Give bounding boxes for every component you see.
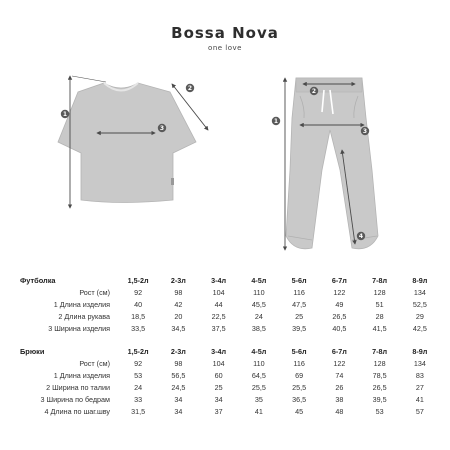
table-cell: 28	[375, 312, 384, 321]
table-cell: 34,5	[171, 324, 186, 333]
size-column-header: 4-5л	[251, 276, 267, 285]
size-column-header: 2-3л	[170, 347, 186, 356]
table-cell: 116	[293, 359, 305, 368]
table-cell: 34	[174, 395, 183, 404]
row-label: 1 Длина изделия	[53, 371, 110, 380]
table-cell: 27	[415, 383, 424, 392]
row-label: 2 Ширина по талии	[46, 383, 110, 392]
size-column-header: 5-6л	[291, 276, 307, 285]
size-column-header: 7-8л	[372, 347, 388, 356]
size-column-header: 6-7л	[331, 347, 347, 356]
table-cell: 29	[415, 312, 424, 321]
tshirt-table-header	[20, 275, 440, 287]
tshirt-size-table	[20, 275, 440, 335]
table-cell: 37	[214, 407, 223, 416]
tshirt-shape	[58, 83, 196, 203]
table-cell: 42	[174, 300, 183, 309]
row-label: Рост (см)	[79, 359, 110, 368]
svg-text:2: 2	[187, 85, 193, 93]
pants-illustration	[272, 78, 378, 250]
table-cell: 24	[134, 383, 143, 392]
table-cell: 122	[333, 288, 346, 297]
table-cell: 47,5	[292, 300, 307, 309]
table-cell: 53	[134, 371, 143, 380]
row-label: 1 Длина изделия	[53, 300, 110, 309]
tshirt-tag	[171, 178, 174, 185]
size-column-header: 8-9л	[412, 347, 428, 356]
row-label: 3 Ширина изделия	[48, 324, 110, 333]
table-cell: 104	[212, 359, 225, 368]
table-cell: 134	[413, 288, 426, 297]
tshirt-table-title: Футболка	[20, 276, 56, 285]
table-cell: 25	[295, 312, 304, 321]
table-cell: 42,5	[412, 324, 427, 333]
table-row	[20, 406, 440, 418]
size-column-header: 5-6л	[291, 347, 307, 356]
table-cell: 53	[375, 407, 384, 416]
table-cell: 36,5	[292, 395, 307, 404]
table-cell: 41	[415, 395, 424, 404]
table-cell: 35	[254, 395, 263, 404]
table-cell: 122	[333, 359, 346, 368]
table-cell: 40	[134, 300, 143, 309]
tshirt-marker-2	[186, 84, 194, 92]
table-cell: 60	[214, 371, 223, 380]
svg-text:1: 1	[273, 118, 279, 126]
table-row	[20, 382, 440, 394]
table-cell: 31,5	[131, 407, 146, 416]
svg-text:4: 4	[358, 233, 364, 241]
table-cell: 26	[335, 383, 344, 392]
pants-table-header	[20, 346, 440, 358]
table-cell: 128	[373, 359, 386, 368]
table-cell: 33	[134, 395, 143, 404]
brand-tagline: one love	[208, 44, 242, 52]
table-cell: 92	[134, 288, 143, 297]
size-column-header: 1,5-2л	[127, 276, 149, 285]
table-cell: 26,5	[372, 383, 387, 392]
table-cell: 45	[295, 407, 304, 416]
tshirt-shoulder-guide	[72, 76, 106, 82]
size-column-header: 2-3л	[170, 276, 186, 285]
table-cell: 18,5	[131, 312, 146, 321]
pants-waistband	[296, 78, 362, 92]
size-column-header: 7-8л	[372, 276, 388, 285]
size-column-header: 3-4л	[211, 276, 227, 285]
table-cell: 24,5	[171, 383, 186, 392]
table-cell: 33,5	[131, 324, 146, 333]
table-row	[20, 287, 440, 299]
svg-text:3: 3	[159, 125, 165, 133]
table-row	[20, 323, 440, 335]
table-cell: 34	[174, 407, 183, 416]
table-cell: 49	[335, 300, 344, 309]
table-cell: 57	[415, 407, 424, 416]
table-cell: 116	[293, 288, 305, 297]
table-cell: 83	[415, 371, 424, 380]
tshirt-marker-1	[61, 110, 69, 118]
table-cell: 25,5	[251, 383, 266, 392]
table-row	[20, 370, 440, 382]
brand-name: Bossa Nova	[171, 24, 279, 42]
tshirt-illustration	[58, 76, 208, 208]
table-cell: 25	[214, 383, 223, 392]
table-row	[20, 299, 440, 311]
table-cell: 41	[254, 407, 263, 416]
table-cell: 39,5	[372, 395, 387, 404]
table-cell: 25,5	[292, 383, 307, 392]
size-column-header: 6-7л	[331, 276, 347, 285]
pants-table-title: Брюки	[20, 347, 45, 356]
table-cell: 26,5	[332, 312, 347, 321]
svg-text:2: 2	[311, 88, 317, 96]
table-cell: 134	[413, 359, 426, 368]
table-cell: 48	[335, 407, 344, 416]
table-cell: 44	[214, 300, 223, 309]
pants-marker-4	[357, 232, 365, 240]
svg-text:3: 3	[362, 128, 368, 136]
table-cell: 128	[373, 288, 386, 297]
table-row	[20, 394, 440, 406]
pants-size-table	[20, 346, 440, 418]
row-label: 4 Длина по шаг.шву	[44, 407, 110, 416]
table-cell: 39,5	[292, 324, 307, 333]
row-label: 2 Длина рукава	[58, 312, 110, 321]
pants-marker-3	[361, 127, 369, 135]
table-cell: 52,5	[412, 300, 427, 309]
table-cell: 38	[335, 395, 344, 404]
table-cell: 22,5	[211, 312, 226, 321]
table-cell: 41,5	[372, 324, 387, 333]
size-column-header: 4-5л	[251, 347, 267, 356]
table-cell: 69	[295, 371, 304, 380]
table-cell: 104	[212, 288, 225, 297]
table-cell: 56,5	[171, 371, 186, 380]
table-cell: 38,5	[251, 324, 266, 333]
table-cell: 51	[375, 300, 384, 309]
table-cell: 40,5	[332, 324, 347, 333]
table-cell: 98	[174, 288, 183, 297]
table-cell: 74	[335, 371, 344, 380]
row-label: Рост (см)	[79, 288, 110, 297]
table-cell: 64,5	[251, 371, 266, 380]
table-cell: 37,5	[211, 324, 226, 333]
size-column-header: 1,5-2л	[127, 347, 149, 356]
tshirt-marker-3	[158, 124, 166, 132]
pants-marker-1	[272, 117, 280, 125]
svg-text:1: 1	[62, 111, 68, 119]
pants-marker-2	[310, 87, 318, 95]
table-cell: 110	[253, 288, 265, 297]
size-column-header: 8-9л	[412, 276, 428, 285]
table-cell: 78,5	[372, 371, 387, 380]
table-row	[20, 358, 440, 370]
table-cell: 98	[174, 359, 183, 368]
table-cell: 92	[134, 359, 143, 368]
table-cell: 24	[254, 312, 263, 321]
table-cell: 110	[253, 359, 265, 368]
size-column-header: 3-4л	[211, 347, 227, 356]
row-label: 3 Ширина по бедрам	[40, 395, 110, 404]
table-cell: 45,5	[251, 300, 266, 309]
table-cell: 34	[214, 395, 223, 404]
table-row	[20, 311, 440, 323]
table-cell: 20	[174, 312, 183, 321]
